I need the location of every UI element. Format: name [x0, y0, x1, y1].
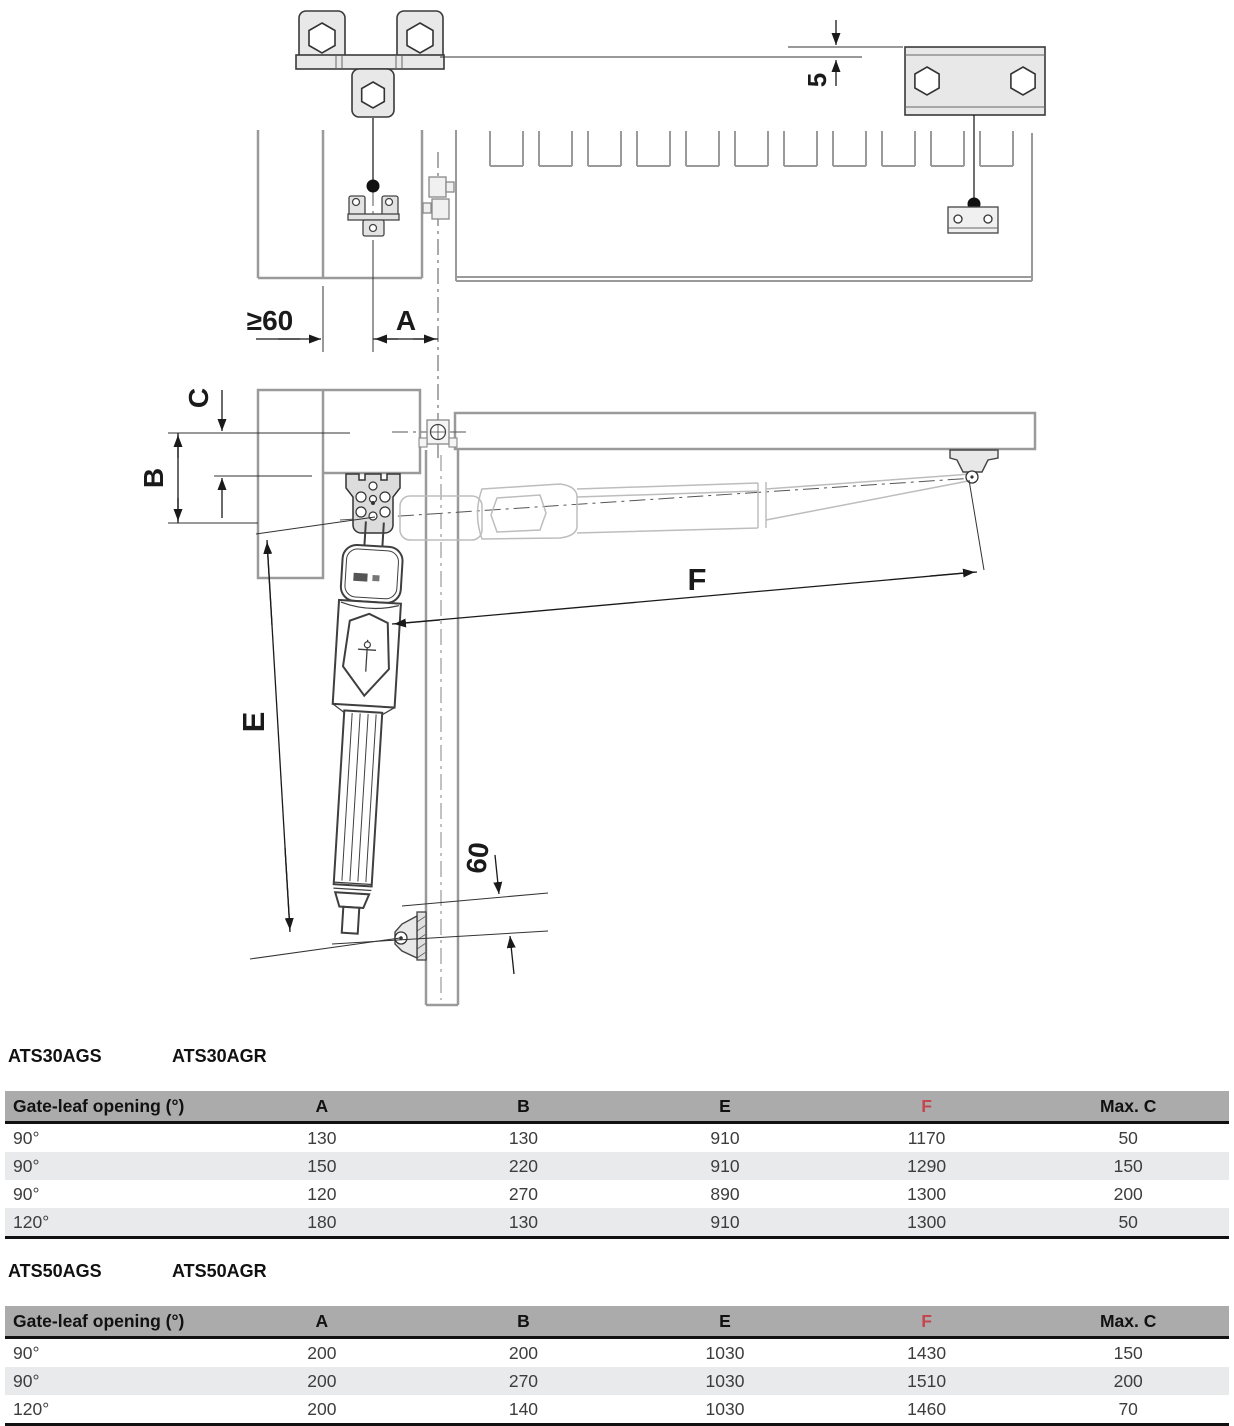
table-cell: 120: [307, 1183, 337, 1204]
table-cell: 180: [307, 1211, 337, 1232]
table-cell: 150: [1113, 1155, 1143, 1176]
column-header: Gate-leaf opening (°): [5, 1306, 221, 1338]
ats30-models: [5, 1046, 1229, 1068]
dim-a-label: A: [395, 305, 417, 336]
table-row: [5, 1152, 1229, 1180]
dim-f-label: F: [687, 562, 707, 597]
table-cell: 1030: [705, 1342, 745, 1363]
table-cell: 910: [710, 1155, 740, 1176]
dim-b-label: B: [138, 467, 169, 489]
table-cell: 90°: [13, 1183, 40, 1204]
table-cell: 910: [710, 1211, 740, 1232]
table-cell: 1290: [907, 1155, 947, 1176]
front-plate-detail: [905, 47, 1045, 115]
gate-pickets: [490, 131, 1013, 166]
column-header: B: [423, 1306, 625, 1338]
ats50-models: [5, 1261, 1229, 1283]
table-row: [5, 1338, 1229, 1368]
table-cell: 90°: [13, 1342, 40, 1363]
table-row: [5, 1123, 1229, 1153]
table-cell: 200: [307, 1370, 337, 1391]
rear-bracket-leader: [367, 118, 380, 193]
table-cell: 1510: [907, 1370, 947, 1391]
table-cell: 1300: [907, 1183, 947, 1204]
dim-gap-label: ≥60: [246, 305, 294, 336]
table-cell: 270: [508, 1370, 539, 1391]
front-plate-leader: [968, 115, 981, 211]
model-name: ATS50AGS: [8, 1261, 102, 1281]
table-cell: 150: [1113, 1342, 1143, 1363]
table-cell: 130: [508, 1127, 539, 1148]
table-cell: 1300: [907, 1211, 947, 1232]
dim-c-label: C: [183, 387, 214, 409]
table-cell: 140: [508, 1398, 539, 1419]
actuator-open: [319, 520, 406, 935]
dimension-5: [440, 20, 903, 86]
table-header-row: [5, 1091, 1229, 1123]
column-header: E: [624, 1091, 826, 1123]
table-cell: 90°: [13, 1155, 40, 1176]
table-cell: 220: [508, 1155, 539, 1176]
table-cell: 200: [508, 1342, 539, 1363]
column-header: A: [221, 1306, 423, 1338]
table-cell: 890: [710, 1183, 740, 1204]
rear-bracket-detail: [296, 11, 444, 117]
column-header-f: F: [826, 1306, 1028, 1338]
table-cell: 50: [1118, 1127, 1138, 1148]
dim-60-label: 60: [460, 840, 495, 876]
model-name: ATS50AGR: [172, 1261, 267, 1281]
hinge-plan: [419, 420, 457, 447]
table-cell: 1430: [907, 1342, 947, 1363]
table-row: [5, 1180, 1229, 1208]
model-name: ATS30AGR: [172, 1046, 267, 1066]
table-cell: 90°: [13, 1370, 40, 1391]
table-cell: 120°: [13, 1211, 50, 1232]
column-header-f: F: [826, 1091, 1028, 1123]
table-row: [5, 1395, 1229, 1425]
model-name: ATS30AGS: [8, 1046, 102, 1066]
table-cell: 200: [1113, 1370, 1143, 1391]
table-cell: 910: [710, 1127, 740, 1148]
table-row: [5, 1367, 1229, 1395]
table-cell: 120°: [13, 1398, 50, 1419]
dim-e-label: E: [236, 711, 271, 733]
column-header: Max. C: [1027, 1091, 1229, 1123]
column-header: Max. C: [1027, 1306, 1229, 1338]
rear-bracket-plan: [346, 474, 400, 533]
dim-5-label: 5: [802, 72, 832, 88]
table-cell: 200: [307, 1398, 337, 1419]
column-header: Gate-leaf opening (°): [5, 1091, 221, 1123]
table-cell: 1170: [907, 1127, 946, 1148]
table-cell: 1030: [705, 1370, 745, 1391]
dimension-b: [168, 433, 258, 523]
axis-lines: [340, 152, 975, 1000]
table-cell: 50: [1118, 1211, 1138, 1232]
column-header: B: [423, 1091, 625, 1123]
column-header: A: [221, 1091, 423, 1123]
front-bracket-closed: [950, 450, 998, 483]
table-cell: 200: [307, 1342, 337, 1363]
column-header: E: [624, 1306, 826, 1338]
table-cell: 200: [1113, 1183, 1143, 1204]
table-cell: 130: [307, 1127, 337, 1148]
table-cell: 70: [1118, 1398, 1138, 1419]
ats50-table: [5, 1306, 1229, 1426]
table-cell: 150: [307, 1155, 337, 1176]
table-cell: 1460: [907, 1398, 947, 1419]
hinge-top-view: [423, 177, 454, 219]
table-cell: 130: [508, 1211, 539, 1232]
table-cell: 90°: [13, 1127, 40, 1148]
ats30-tablewrap: [5, 1091, 1229, 1239]
front-bracket-open: [395, 912, 426, 960]
table-row: [5, 1208, 1229, 1238]
ats50-tablewrap: [5, 1306, 1229, 1426]
ats30-table: [5, 1091, 1229, 1239]
table-header-row: [5, 1306, 1229, 1338]
front-plate-top-view: [948, 207, 998, 233]
table-cell: 1030: [705, 1398, 745, 1419]
table-cell: 270: [508, 1183, 539, 1204]
